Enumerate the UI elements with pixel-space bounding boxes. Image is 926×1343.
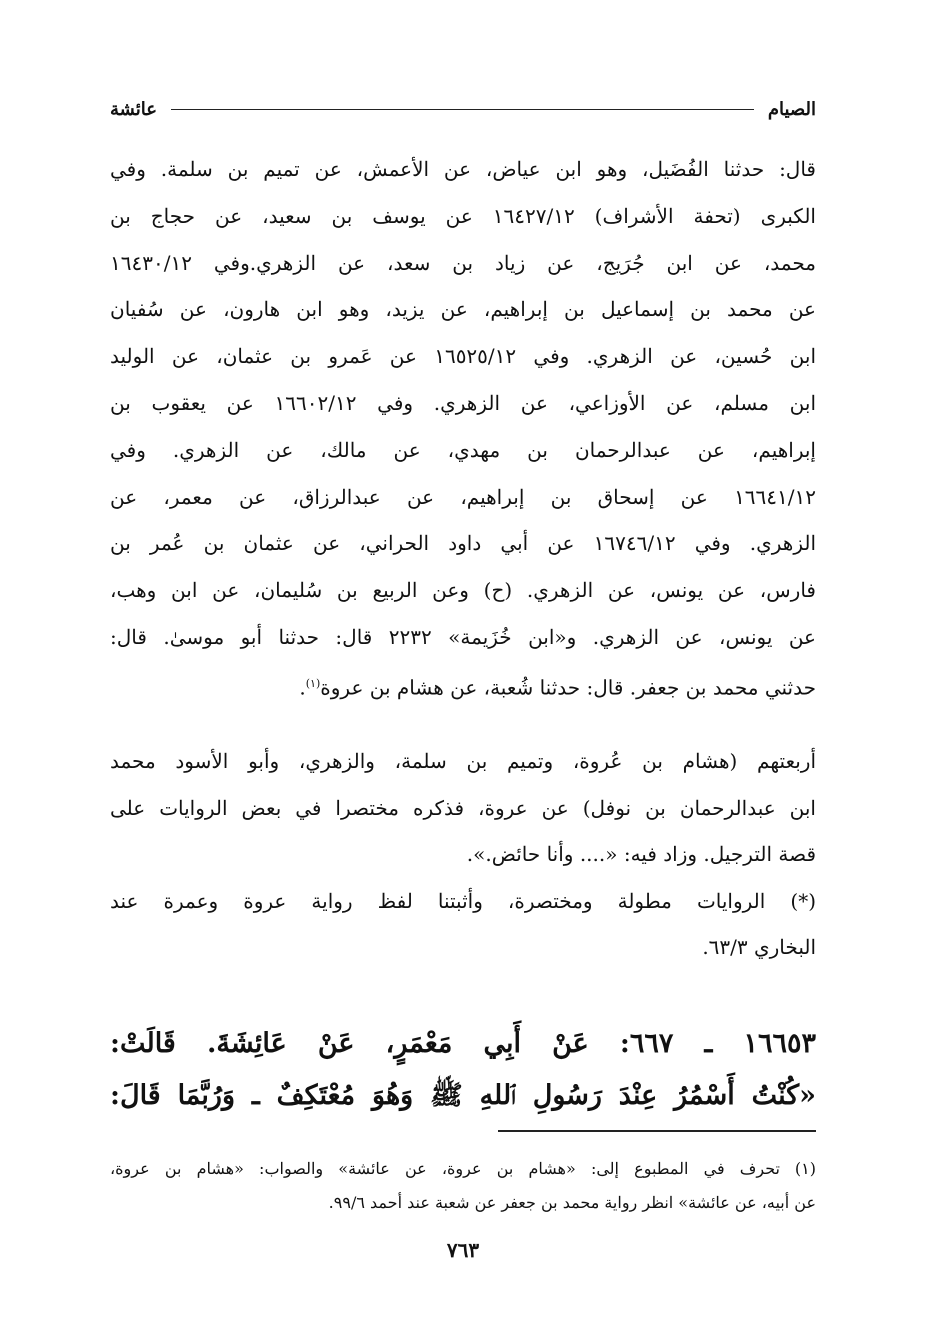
text-line: ١٦٦٤١/١٢ عن إسحاق بن إبراهيم، عن عبدالرزاق، عن معمر، عن bbox=[110, 484, 816, 509]
text-line: الزهري. وفي ١٦٧٤٦/١٢ عن أبي داود الحراني، عن عثمان بن عُمر بن bbox=[110, 531, 816, 556]
hadith-line: ١٦٦٥٣ ـ ٦٦٧: عَنْ أَبِي مَعْمَرٍ، عَنْ عَائِشَةَ. قَالَتْ: bbox=[110, 1028, 816, 1059]
text-line: عن يونس، عن الزهري. و«ابن خُزَيمة» ٢٢٣٢ قال: حدثنا أبو موسىٰ. قال: bbox=[110, 624, 816, 649]
text-line-content: حدثني محمد بن جعفر. قال: حدثنا شُعبة، عن هشام بن عروة bbox=[320, 675, 816, 700]
running-header bbox=[110, 94, 816, 124]
text-line: أربعتهم (هشام بن عُروة، وتميم بن سلمة، والزهري، وأبو الأسود محمد bbox=[110, 749, 816, 773]
text-line: الكبرى (تحفة الأشراف) ١٦٤٢٧/١٢ عن يوسف بن سعيد، عن حجاج بن bbox=[110, 203, 816, 228]
text-line: عن محمد بن إسماعيل بن إبراهيم، عن يزيد، وهو ابن هارون، عن سُفيان bbox=[110, 297, 816, 322]
sentence-end: . bbox=[299, 675, 306, 700]
hadith-text bbox=[110, 1018, 816, 1122]
text-line: إبراهيم، عن عبدالرحمان بن مهدي، عن مالك، عن الزهري. وفي bbox=[110, 437, 816, 462]
footnote bbox=[110, 1152, 816, 1220]
text-line: فارس، عن يونس، عن الزهري. (ح) وعن الربيع بن سُليمان، عن ابن وهب، bbox=[110, 578, 816, 603]
header-rule bbox=[171, 109, 754, 110]
header-section-title: عائشة bbox=[110, 98, 157, 120]
footnote-number: (١) bbox=[794, 1159, 816, 1178]
footnote-line: عن أبيه، عن عائشة» انظر رواية محمد بن جعفر عن شعبة عند أحمد ٩٩/٦. bbox=[328, 1193, 816, 1212]
text-line: ابن عبدالرحمان بن نوفل) عن عروة، فذكره مختصرا في بعض الروايات على bbox=[110, 795, 816, 820]
page-number: ٧٦٣ bbox=[446, 1238, 480, 1262]
text-line: محمد، عن ابن جُرَيج، عن زياد بن سعد، عن الزهري.وفي ١٦٤٣٠/١٢ bbox=[110, 250, 816, 275]
text-line: قال: حدثنا الفُضَيل، وهو ابن عياض، عن الأعمش، عن تميم بن سلمة. وفي bbox=[110, 157, 816, 181]
text-line: قصة الترجيل. وزاد فيه: «.... وأنا حائض.». bbox=[466, 842, 816, 866]
text-line bbox=[110, 661, 816, 711]
footnote-separator bbox=[498, 1130, 816, 1132]
footnote-marker: (١) bbox=[305, 676, 321, 690]
footnote-text: تحرف في المطبوع إلى: «هشام بن عروة، عن عائشة» والصواب: «هشام بن عروة، bbox=[110, 1159, 780, 1178]
header-chapter-title: الصيام bbox=[767, 98, 816, 120]
text-line: ابن مسلم، عن الأوزاعي، عن الزهري. وفي ١٦٦٠٢/١٢ عن يعقوب بن bbox=[110, 390, 816, 415]
text-line: ابن حُسين، عن الزهري. وفي ١٦٥٢٥/١٢ عن عَمرو بن عثمان، عن الوليد bbox=[110, 344, 816, 369]
footnote-line bbox=[110, 1152, 816, 1186]
editor-note-line: (*) الروايات مطولة ومختصرة، وأثبتنا لفظ رواية عروة وعمرة عند bbox=[110, 888, 816, 913]
summary-paragraph bbox=[110, 738, 816, 971]
editor-note-line: البخاري ٦٣/٣. bbox=[702, 935, 816, 959]
hadith-line: «كُنْتُ أَسْمُرُ عِنْدَ رَسُولِ ٱللهِ ﷺ وَهُوَ مُعْتَكِفٌ ـ وَرُبَّمَا قَالَ: bbox=[110, 1080, 816, 1111]
takhrij-paragraph bbox=[110, 146, 816, 711]
